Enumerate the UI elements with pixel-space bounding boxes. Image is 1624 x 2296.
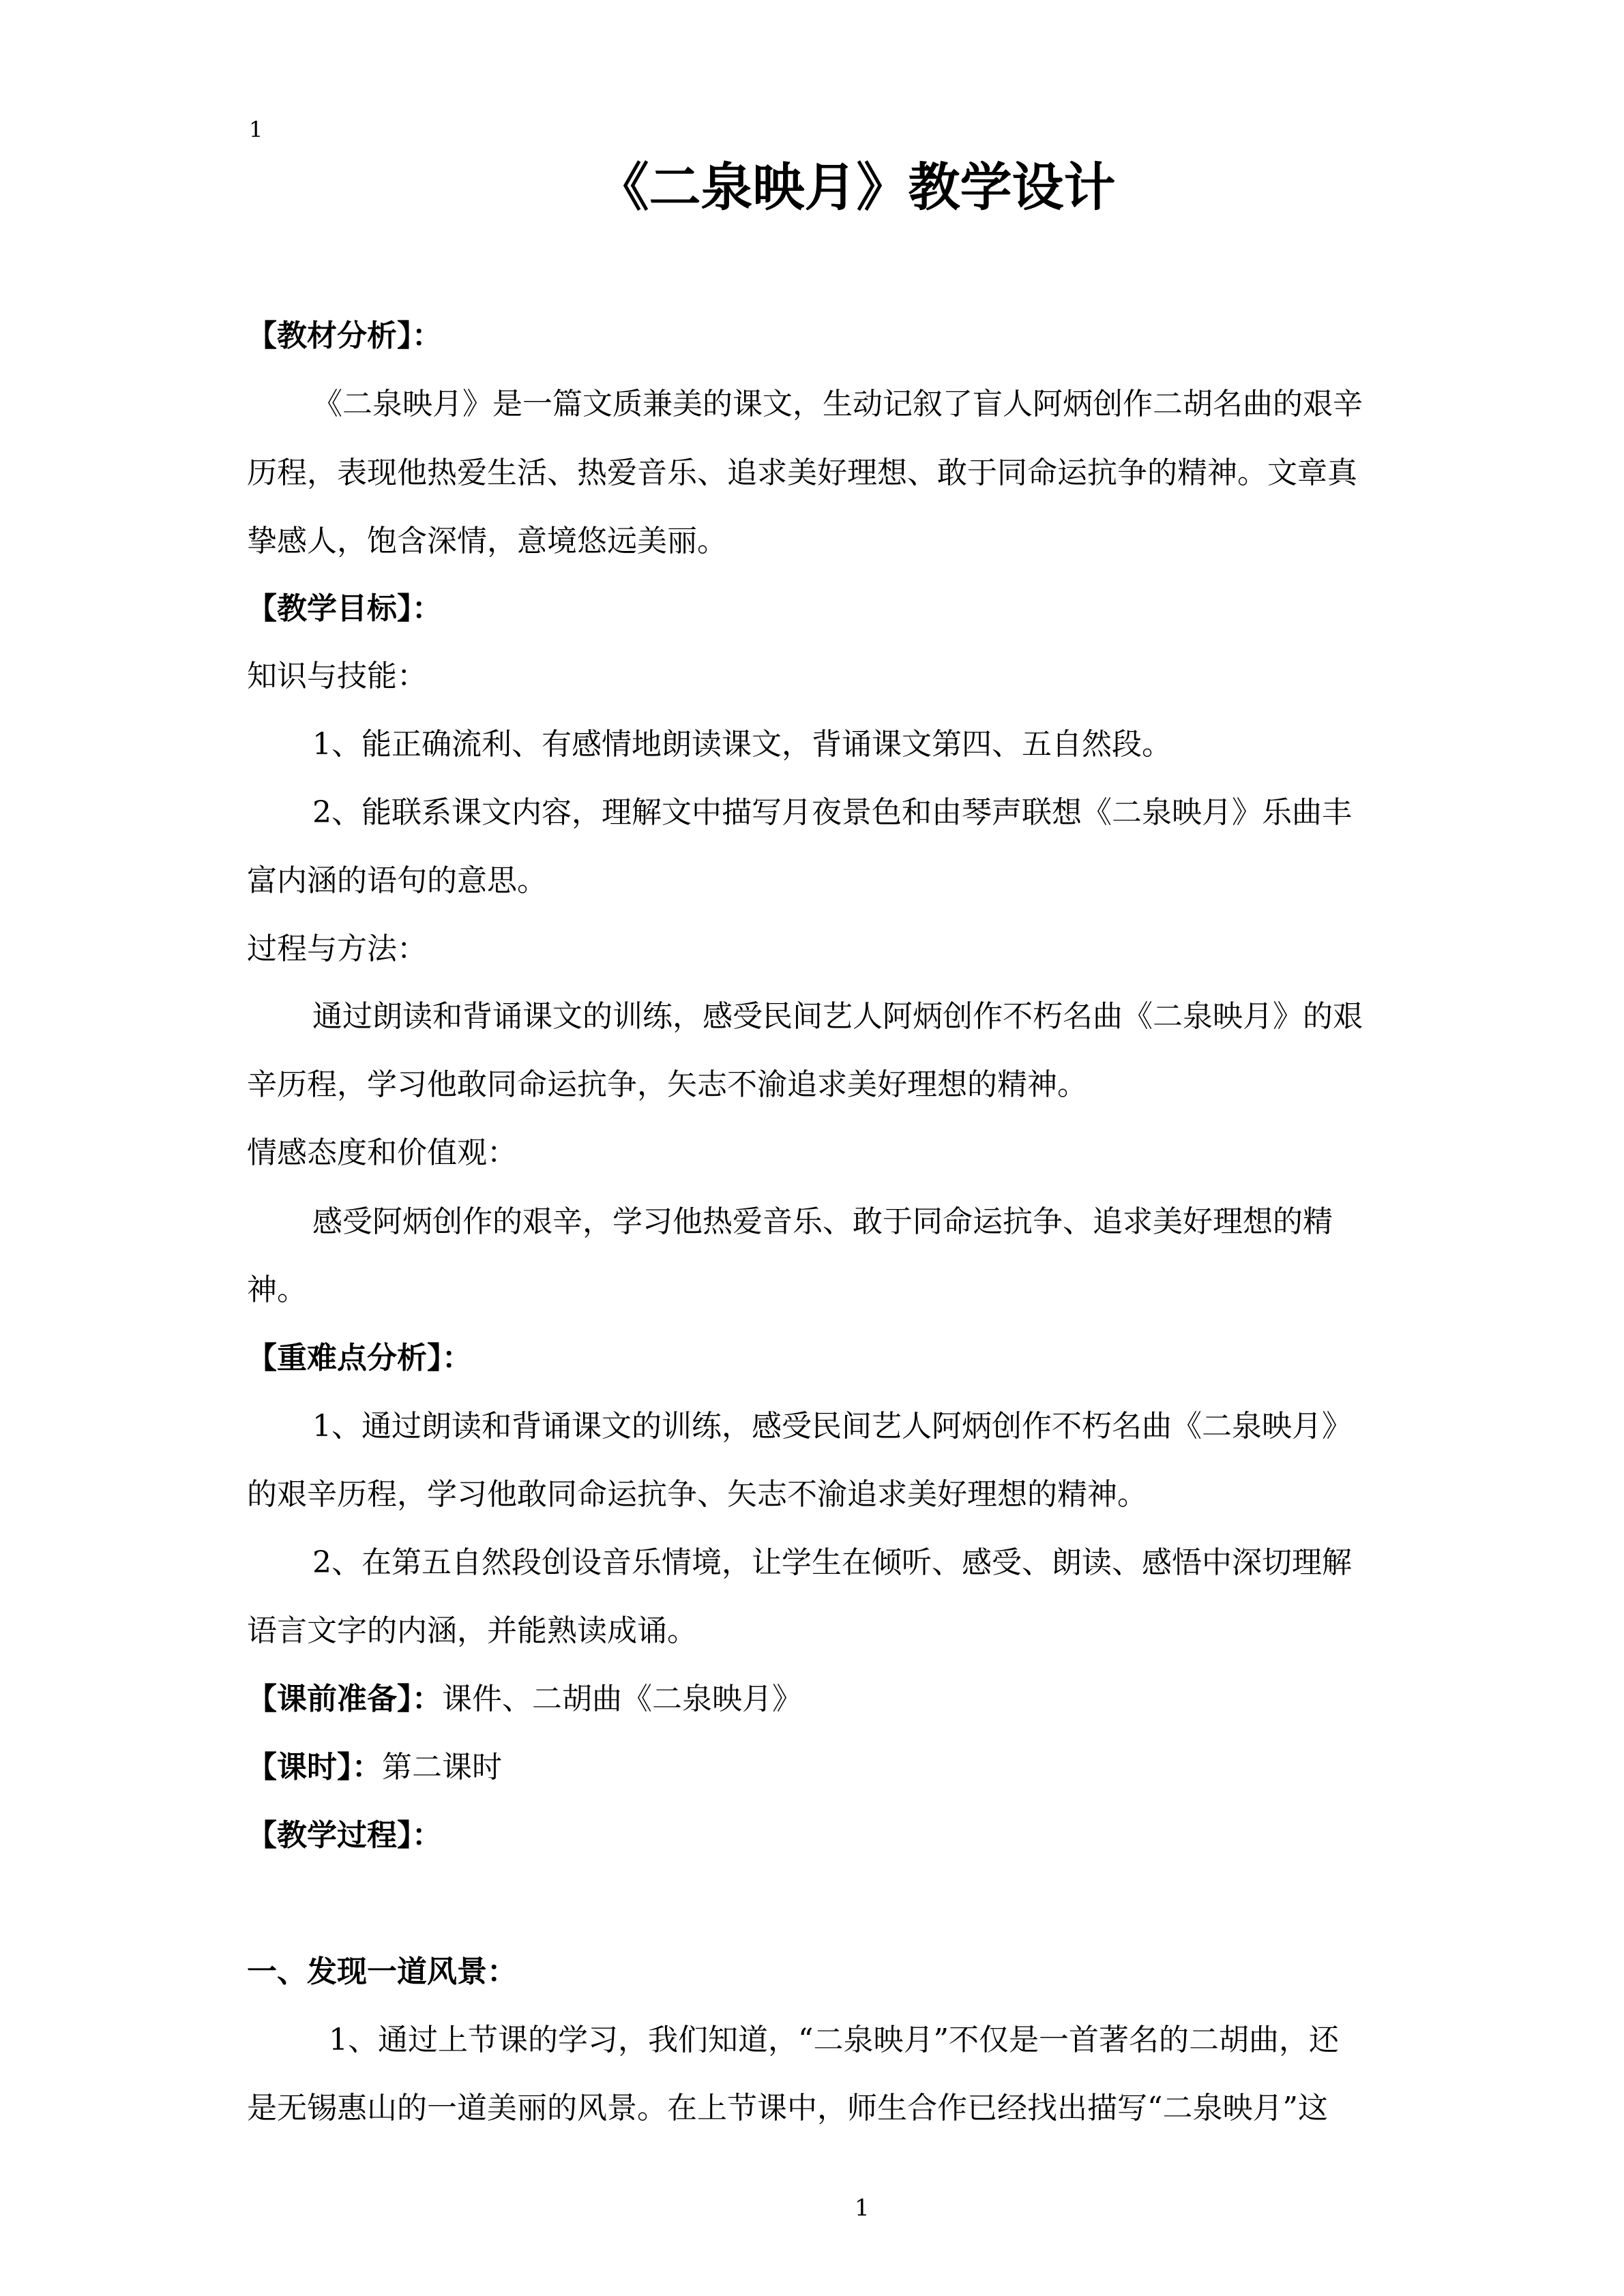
lesson-time-label: 【课时】： — [247, 1750, 382, 1785]
preparation-value: 课件、二胡曲《二泉映月》 — [442, 1682, 802, 1716]
heading-preparation — [247, 1679, 802, 1720]
paragraph-line: 1、通过上节课的学习，我们知道，“二泉映月”不仅是一首著名的二胡曲，还 — [329, 2023, 1339, 2057]
paragraph-line: 语言文字的内涵，并能熟读成诵。 — [247, 1613, 697, 1648]
paragraph-line: 《二泉映月》是一篇文质兼美的课文，生动记叙了盲人阿炳创作二胡名曲的艰辛 — [312, 387, 1363, 421]
heading-lesson-time — [247, 1747, 502, 1788]
paragraph-line: 2、在第五自然段创设音乐情境，让学生在倾听、感受、朗读、感悟中深切理解 — [312, 1545, 1352, 1580]
heading-key-points: 【重难点分析】： — [247, 1341, 472, 1375]
heading-part-one: 一、发现一道风景： — [247, 1954, 517, 1989]
subheading-emotion: 情感态度和价值观： — [247, 1135, 517, 1170]
paragraph-line: 2、能联系课文内容，理解文中描写月夜景色和由琴声联想《二泉映月》乐曲丰 — [312, 795, 1352, 830]
preparation-label: 【课前准备】： — [247, 1682, 442, 1716]
subheading-knowledge: 知识与技能： — [247, 659, 427, 694]
paragraph-line: 1、能正确流利、有感情地朗读课文，背诵课文第四、五自然段。 — [312, 727, 1172, 762]
paragraph-line: 1、通过朗读和背诵课文的训练，感受民间艺人阿炳创作不朽名曲《二泉映月》 — [312, 1409, 1352, 1444]
paragraph-line: 通过朗读和背诵课文的训练，感受民间艺人阿炳创作不朽名曲《二泉映月》的艰 — [312, 999, 1363, 1034]
lesson-time-value: 第二课时 — [382, 1750, 502, 1785]
paragraph-line: 是无锡惠山的一道美丽的风景。在上节课中，师生合作已经找出描写“二泉映月”这 — [247, 2091, 1328, 2126]
page-number-bottom: 1 — [855, 2194, 870, 2222]
page-number-top: 1 — [249, 117, 263, 143]
paragraph-line: 辛历程，学习他敢同命运抗争，矢志不渝追求美好理想的精神。 — [247, 1067, 1087, 1102]
document-title: 《二泉映月》教学设计 — [597, 157, 1116, 218]
paragraph-line: 神。 — [247, 1272, 307, 1307]
heading-teaching-goals: 【教学目标】： — [247, 591, 442, 626]
paragraph-line: 的艰辛历程，学习他敢同命运抗争、矢志不渝追求美好理想的精神。 — [247, 1477, 1147, 1512]
paragraph-line: 挚感人，饱含深情，意境悠远美丽。 — [247, 524, 727, 558]
paragraph-line: 富内涵的语句的意思。 — [247, 863, 547, 898]
paragraph-line: 历程，表现他热爱生活、热爱音乐、追求美好理想、敢于同命运抗争的精神。文章真 — [247, 456, 1357, 490]
heading-textbook-analysis: 【教材分析】： — [247, 318, 442, 353]
heading-teaching-process: 【教学过程】： — [247, 1818, 442, 1853]
subheading-process: 过程与方法： — [247, 931, 427, 966]
paragraph-line: 感受阿炳创作的艰辛，学习他热爱音乐、敢于同命运抗争、追求美好理想的精 — [312, 1204, 1333, 1239]
